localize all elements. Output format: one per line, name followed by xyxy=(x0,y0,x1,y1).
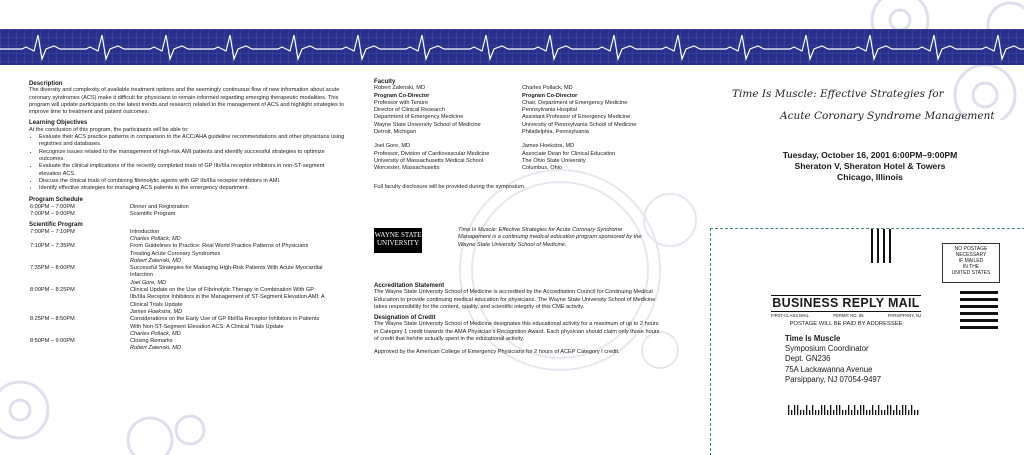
wsu-sponsor-text: Time Is Muscle: Effective Strategies for Acute Coronary Syndrome Management is a continuing medical education program sponsored by the Wayne State University School of Medicine. xyxy=(458,227,642,248)
accreditation-heading: Accreditation Statement xyxy=(374,282,445,289)
accreditation-text: The Wayne State University School of Medicine is accredited by the Accreditation Council for Continuing Medical Education to provide continuing medical education for physicians. The Wayne State University School of Medicine takes responsibility for the content, quality, and scientific integrity of this CME activity. xyxy=(374,289,656,310)
faculty-member xyxy=(374,143,522,172)
session-time: 8:00PM – 8:25PM xyxy=(30,287,75,294)
schedule-time: 6:00PM – 7:00PM xyxy=(30,203,75,210)
faculty-line: Professor with Tenure xyxy=(374,99,428,106)
faculty-line: Chair, Department of Emergency Medicine xyxy=(522,99,628,106)
faculty-member xyxy=(374,85,522,136)
ekg-header-band xyxy=(0,29,1024,65)
session-row xyxy=(29,287,347,316)
session-time: 7:35PM – 8:00PM xyxy=(30,265,75,272)
faculty-member xyxy=(522,85,670,136)
list-item: • Discuss the clinical trials of combining fibrinolytic agents with GP IIb/IIIa receptor inhibitors in AMI. xyxy=(39,178,347,185)
session-speaker: Robert Zalenski, MD xyxy=(130,345,181,352)
session-speaker: Charles Pollack, MD xyxy=(130,235,181,242)
faculty-line: Department of Emergency Medicine xyxy=(374,114,464,121)
session-title: From Guidelines to Practice: Real World Practice Patterns of Physicians Treating Acute Coronary Syndromes xyxy=(130,243,309,257)
faculty-column xyxy=(374,78,714,356)
faculty-line: University of Pennsylvania School of Medicine xyxy=(522,121,637,128)
session-row xyxy=(29,338,347,353)
postage-box xyxy=(942,243,1000,283)
faculty-member xyxy=(522,143,670,172)
wsu-logo-line1: WAYNE STATE xyxy=(374,231,422,239)
program-details-column xyxy=(29,78,347,353)
business-reply-mail-block xyxy=(771,295,921,327)
brm-title: BUSINESS REPLY MAIL xyxy=(772,296,920,310)
address-line: 75A Lackawanna Avenue xyxy=(785,364,873,374)
cover-title-line1: Time Is Muscle: Effective Strategies for xyxy=(732,88,944,100)
list-item: • Evaluate their ACS practice patterns in comparison to the ACC/AHA guideline recommendations and other physicians using registries and databases. xyxy=(39,134,347,149)
description-text: The diversity and complexity of available treatment options and the seemingly continuous flow of new information about acute coronary syndromes (ACS) make it difficult for physicians to remain informed regarding emerging therapeutic modalities. This program will update participants on the latest trends and research related to the management of ACS and highlight strategies to improve time to treatment and patient outcomes. xyxy=(29,87,344,116)
address-line: Dept. GN236 xyxy=(785,354,831,364)
session-row xyxy=(29,265,347,287)
schedule-desc: Dinner and Registration xyxy=(130,203,189,210)
faculty-name: Charles Pollack, MD xyxy=(522,85,573,92)
wsu-logo-line2: UNIVERSITY xyxy=(377,239,419,247)
session-row xyxy=(29,229,347,244)
facing-marks-icon xyxy=(870,229,894,263)
postage-line: IF MAILED xyxy=(958,258,984,264)
faculty-line: Assistant Professor of Emergency Medicine xyxy=(522,114,631,121)
postage-line: NECESSARY xyxy=(955,252,987,258)
schedule-heading: Program Schedule xyxy=(29,196,83,204)
faculty-line: Worcester, Massachusetts xyxy=(374,165,440,172)
session-time: 7:00PM – 7:10PM xyxy=(30,228,75,235)
faculty-line: Columbus, Ohio xyxy=(522,165,563,172)
faculty-line: Director of Clinical Research xyxy=(374,107,445,114)
list-item: • Recognize issues related to the management of high-risk AMI patients and identify successful strategies to optimize outcomes. xyxy=(39,149,347,164)
event-city: Chicago, Illinois xyxy=(837,172,903,182)
faculty-name: Robert Zalenski, MD xyxy=(374,85,425,92)
ekg-line-icon xyxy=(0,29,1024,65)
session-time: 7:10PM – 7:35PM xyxy=(30,243,75,250)
session-time: 8:25PM – 8:50PM xyxy=(30,316,75,323)
objectives-list xyxy=(29,134,347,192)
reply-address xyxy=(785,334,881,385)
wsu-logo xyxy=(374,228,422,253)
faculty-grid xyxy=(374,85,714,179)
brm-permit: PERMIT NO. 85 xyxy=(833,313,864,318)
session-speaker: Charles Pollack, MD xyxy=(130,330,181,337)
schedule-row xyxy=(29,204,347,211)
brm-paid-by: POSTAGE WILL BE PAID BY ADDRESSEE xyxy=(789,321,903,327)
faculty-disclosure: Full faculty disclosure will be provided during the symposium. xyxy=(374,183,526,190)
address-line: Parsippany, NJ 07054-9497 xyxy=(785,374,882,384)
faculty-role: Program Co-Director xyxy=(374,92,430,99)
event-details xyxy=(735,150,1005,183)
faculty-line: Associate Dean for Clinical Education xyxy=(522,150,616,157)
faculty-line: Detroit, Michigan xyxy=(374,129,416,136)
session-speaker: Robert Zalenski, MD xyxy=(130,257,181,264)
list-item: • Identify effective strategies for managing ACS patients in the emergency department. xyxy=(39,185,347,192)
brm-permit-row xyxy=(771,313,921,318)
credit-heading: Designation of Credit xyxy=(374,314,436,322)
session-title: Closing Remarks xyxy=(130,338,173,345)
faculty-line: Professor, Division of Cardiovascular Medicine xyxy=(374,150,490,157)
faculty-name: Joel Gore, MD xyxy=(374,143,411,150)
address-line: Time Is Muscle xyxy=(785,334,841,343)
description-heading: Description xyxy=(29,80,63,87)
faculty-role: Program Co-Director xyxy=(522,92,578,99)
address-line: Symposium Coordinator xyxy=(785,344,869,354)
postage-line: UNITED STATES xyxy=(951,270,991,276)
faculty-line: University of Massachusetts Medical School xyxy=(374,157,484,164)
brm-class: FIRST-CLASS MAIL xyxy=(771,313,809,318)
objectives-heading: Learning Objectives xyxy=(29,119,88,127)
faculty-line: Wayne State University School of Medicine xyxy=(374,121,481,128)
acep-text: Approved by the American College of Emergency Physicians for 2 hours of ACEP Category I credit. xyxy=(374,349,620,356)
credit-text: The Wayne State University School of Medicine designates this educational activity for a maximum of up to 2 hours in Category 1 credit towards the AMA Physician's Recognition Award. Each physician should claim only those hours of credit that he/she actually spent in the educational activity. xyxy=(374,321,660,343)
event-venue: Sheraton V, Sheraton Hotel & Towers xyxy=(794,161,946,171)
session-title: Considerations on the Early Use of GP IIb/IIIa Receptor Inhibitors in Patients With Non-ST-Segment Elevation ACS: A Clinical Trials Update xyxy=(130,316,320,330)
session-time: 8:50PM – 9:00PM xyxy=(30,338,75,345)
schedule-time: 7:00PM – 9:00PM xyxy=(30,211,75,218)
postage-line: IN THE xyxy=(962,264,980,270)
fim-bars-icon xyxy=(960,291,998,333)
session-speaker: Joel Gore, MD xyxy=(130,279,167,286)
event-date: Tuesday, October 16, 2001 6:00PM–9:00PM xyxy=(782,150,958,160)
session-title: Clinical Update on the Use of Fibrinolytic Therapy in Combination With GP IIb/IIIa Receptor Inhibitors in the Management of ST-Segment Elevation AMI: A Clinical Trials Update xyxy=(130,287,325,308)
session-row xyxy=(29,316,347,338)
list-item: • Evaluate the clinical implications of the recently completed trials of GP IIb/IIIa receptor inhibitors in non-ST-segment elevation ACS. xyxy=(39,163,347,178)
postnet-barcode-icon xyxy=(788,405,928,415)
gear-decoration-icon xyxy=(0,360,220,455)
accreditation-section xyxy=(374,280,664,357)
faculty-heading: Faculty xyxy=(374,78,396,85)
schedule-desc: Scientific Program xyxy=(130,211,176,218)
schedule-row xyxy=(29,211,347,218)
objectives-intro: At the conclusion of this program, the participants will be able to: xyxy=(29,126,189,133)
faculty-line: Philadelphia, Pennsylvania xyxy=(522,129,589,136)
brm-city: PARSIPPANY, NJ xyxy=(887,313,921,318)
cover-title-line2: Acute Coronary Syndrome Management xyxy=(780,110,995,122)
postage-line: NO POSTAGE xyxy=(954,246,988,252)
faculty-name: James Hoekstra, MD xyxy=(522,143,575,150)
scientific-heading: Scientific Program xyxy=(29,221,83,229)
faculty-line: Pennsylvania Hospital xyxy=(522,107,578,114)
session-speaker: James Hoekstra, MD xyxy=(130,308,183,315)
session-row xyxy=(29,243,347,265)
session-title: Successful Strategies for Managing High-Risk Patients With Acute Myocardial Infarction xyxy=(130,265,323,279)
faculty-line: The Ohio State University xyxy=(522,157,586,164)
session-title: Introduction xyxy=(130,228,160,235)
